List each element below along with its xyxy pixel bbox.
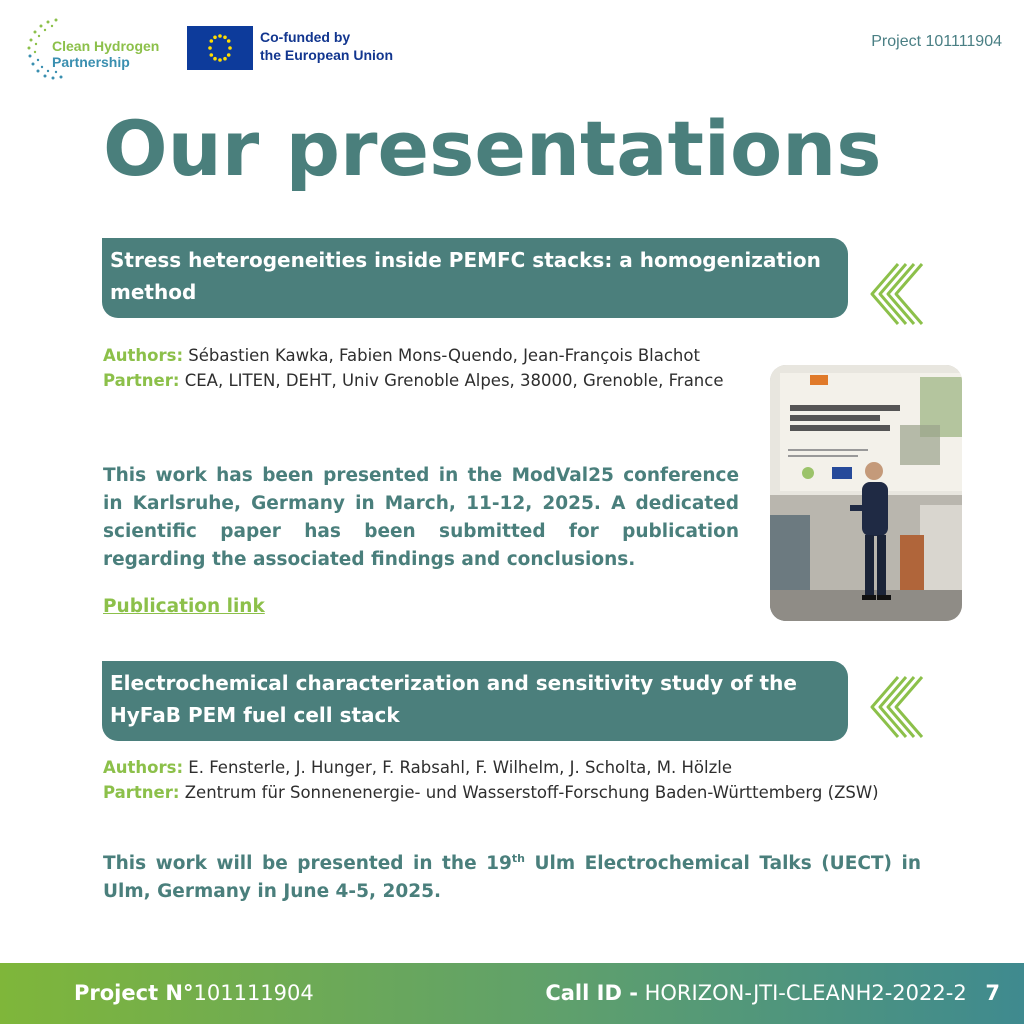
eu-line2: the European Union (260, 47, 393, 63)
footer-call-id: HORIZON-JTI-CLEANH2-2022-2 (644, 981, 967, 1005)
eu-cofunded-label (260, 28, 393, 64)
presentation-2-authors (103, 755, 921, 780)
footer-call (545, 981, 1000, 1005)
partner-label: Partner: (103, 783, 180, 802)
authors-value: Sébastien Kawka, Fabien Mons-Quendo, Jean-François Blachot (188, 346, 700, 365)
description-superscript: th (511, 851, 525, 865)
presentation-2-meta (103, 755, 921, 805)
authors-label: Authors: (103, 758, 184, 777)
page-number: 7 (985, 981, 1000, 1005)
footer-project-number: 101111904 (193, 981, 314, 1005)
footer-bar (0, 963, 1024, 1024)
presentation-1-banner (102, 238, 848, 318)
presentation-2-partner (103, 780, 921, 805)
presentation-2-title: Electrochemical characterization and sensitivity study of the HyFaB PEM fuel cell stack (110, 671, 797, 727)
footer-call-label: Call ID - (545, 981, 638, 1005)
partner-value: Zentrum für Sonnenenergie- und Wasserstoff-Forschung Baden-Württemberg (ZSW) (184, 783, 879, 802)
chevron-left-icon (864, 675, 924, 739)
presentation-1-authors (103, 343, 739, 368)
presentation-1-description: This work has been presented in the ModVal25 conference in Karlsruhe, Germany in March, 11-12, 2025. A dedicated scientific paper has been submitted for publication regarding the associated findings and conclusions. (103, 465, 739, 570)
chevron-left-icon (864, 262, 924, 326)
footer-project (74, 981, 314, 1005)
authors-value: E. Fensterle, J. Hunger, F. Rabsahl, F. Wilhelm, J. Scholta, M. Hölzle (188, 758, 732, 777)
partner-label: Partner: (103, 371, 180, 390)
presentation-1-partner (103, 368, 739, 393)
partner-logo-line2: Partnership (52, 54, 130, 70)
description-part1: This work will be presented in the 19 (103, 853, 512, 874)
authors-label: Authors: (103, 346, 184, 365)
eu-stars-icon (187, 26, 253, 70)
eu-line1: Co-funded by (260, 29, 351, 45)
eu-flag (187, 26, 253, 70)
clean-hydrogen-partnership-logo (26, 16, 166, 80)
presentation-1-meta (103, 343, 739, 393)
description-part2: Ulm Electrochemical Talks (UECT) in Ulm, Germany in June 4-5, 2025. (103, 853, 921, 902)
footer-project-label: Project N° (74, 981, 194, 1005)
presentation-photo (770, 365, 962, 621)
presentation-2-banner (102, 661, 848, 741)
partner-value: CEA, LITEN, DEHT, Univ Grenoble Alpes, 38000, Grenoble, France (184, 371, 724, 390)
project-header-label: Project 101111904 (871, 33, 1002, 50)
publication-link[interactable]: Publication link (103, 596, 265, 617)
presentation-1-title: Stress heterogeneities inside PEMFC stacks: a homogenization method (110, 248, 821, 304)
partner-logo-line1: Clean Hydrogen (52, 38, 160, 54)
presentation-2-description (103, 850, 921, 906)
page-title: Our presentations (103, 104, 882, 193)
